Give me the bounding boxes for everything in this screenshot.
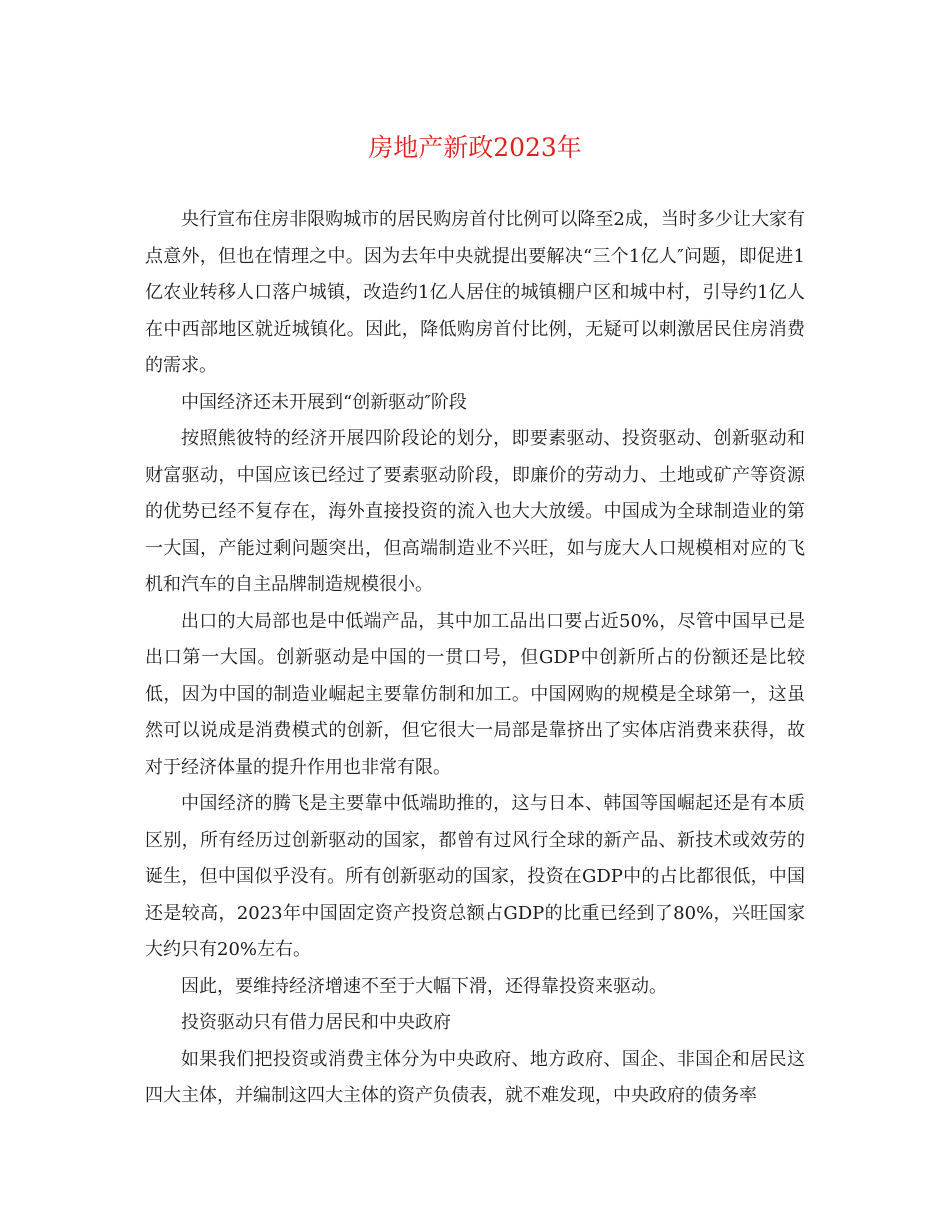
section-heading: 投资驱动只有借力居民和中央政府 [181,1012,451,1033]
paragraph: 因此，要维持经济增速不至于大幅下滑，还得靠投资来驱动。 [181,975,667,997]
document-title: 房地产新政2023年 [368,133,582,162]
paragraph: 中国经济的腾飞是主要靠中低端助推的，这与日本、韩国等国崛起还是有本质区别，所有经历过创新驱动的国家，都曾有过风行全球的新产品、新技术或效劳的诞生，但中国似乎没有。所有创新驱动的国家，投资在GDP中的占比都很低，中国还是较高，2023年中国固定资产投资总额占GDP的比重已经到了80%，兴旺国家大约只有20%左右。 [145,793,805,960]
section-heading: 中国经济还未开展到“创新驱动″阶段 [181,391,467,413]
paragraph: 央行宣布住房非限购城市的居民购房首付比例可以降至2成，当时多少让大家有点意外，但也在情理之中。因为去年中央就提出要解决“三个1亿人″问题，即促进1亿农业转移人口落户城镇，改造约1亿人居住的城镇棚户区和城中村，引导约1亿人在中西部地区就近城镇化。因此，降低购房首付比例，无疑可以刺激居民住房消费的需求。 [145,209,805,376]
document-body [145,202,805,1115]
paragraph: 按照熊彼特的经济开展四阶段论的划分，即要素驱动、投资驱动、创新驱动和财富驱动，中国应该已经过了要素驱动阶段，即廉价的劳动力、土地或矿产等资源的优势已经不复存在，海外直接投资的流入也大大放缓。中国成为全球制造业的第一大国，产能过剩问题突出，但高端制造业不兴旺，如与庞大人口规模相对应的飞机和汽车的自主品牌制造规模很小。 [145,428,805,595]
paragraph: 出口的大局部也是中低端产品，其中加工品出口要占近50%，尽管中国早已是出口第一大国。创新驱动是中国的一贯口号，但GDP中创新所占的份额还是比较低，因为中国的制造业崛起主要靠仿制和加工。中国网购的规模是全球第一，这虽然可以说成是消费模式的创新，但它很大一局部是靠挤出了实体店消费来获得，故对于经济体量的提升作用也非常有限。 [145,610,805,778]
paragraph: 如果我们把投资或消费主体分为中央政府、地方政府、国企、非国企和居民这四大主体，并编制这四大主体的资产负债表，就不难发现，中央政府的债务率 [145,1048,805,1106]
